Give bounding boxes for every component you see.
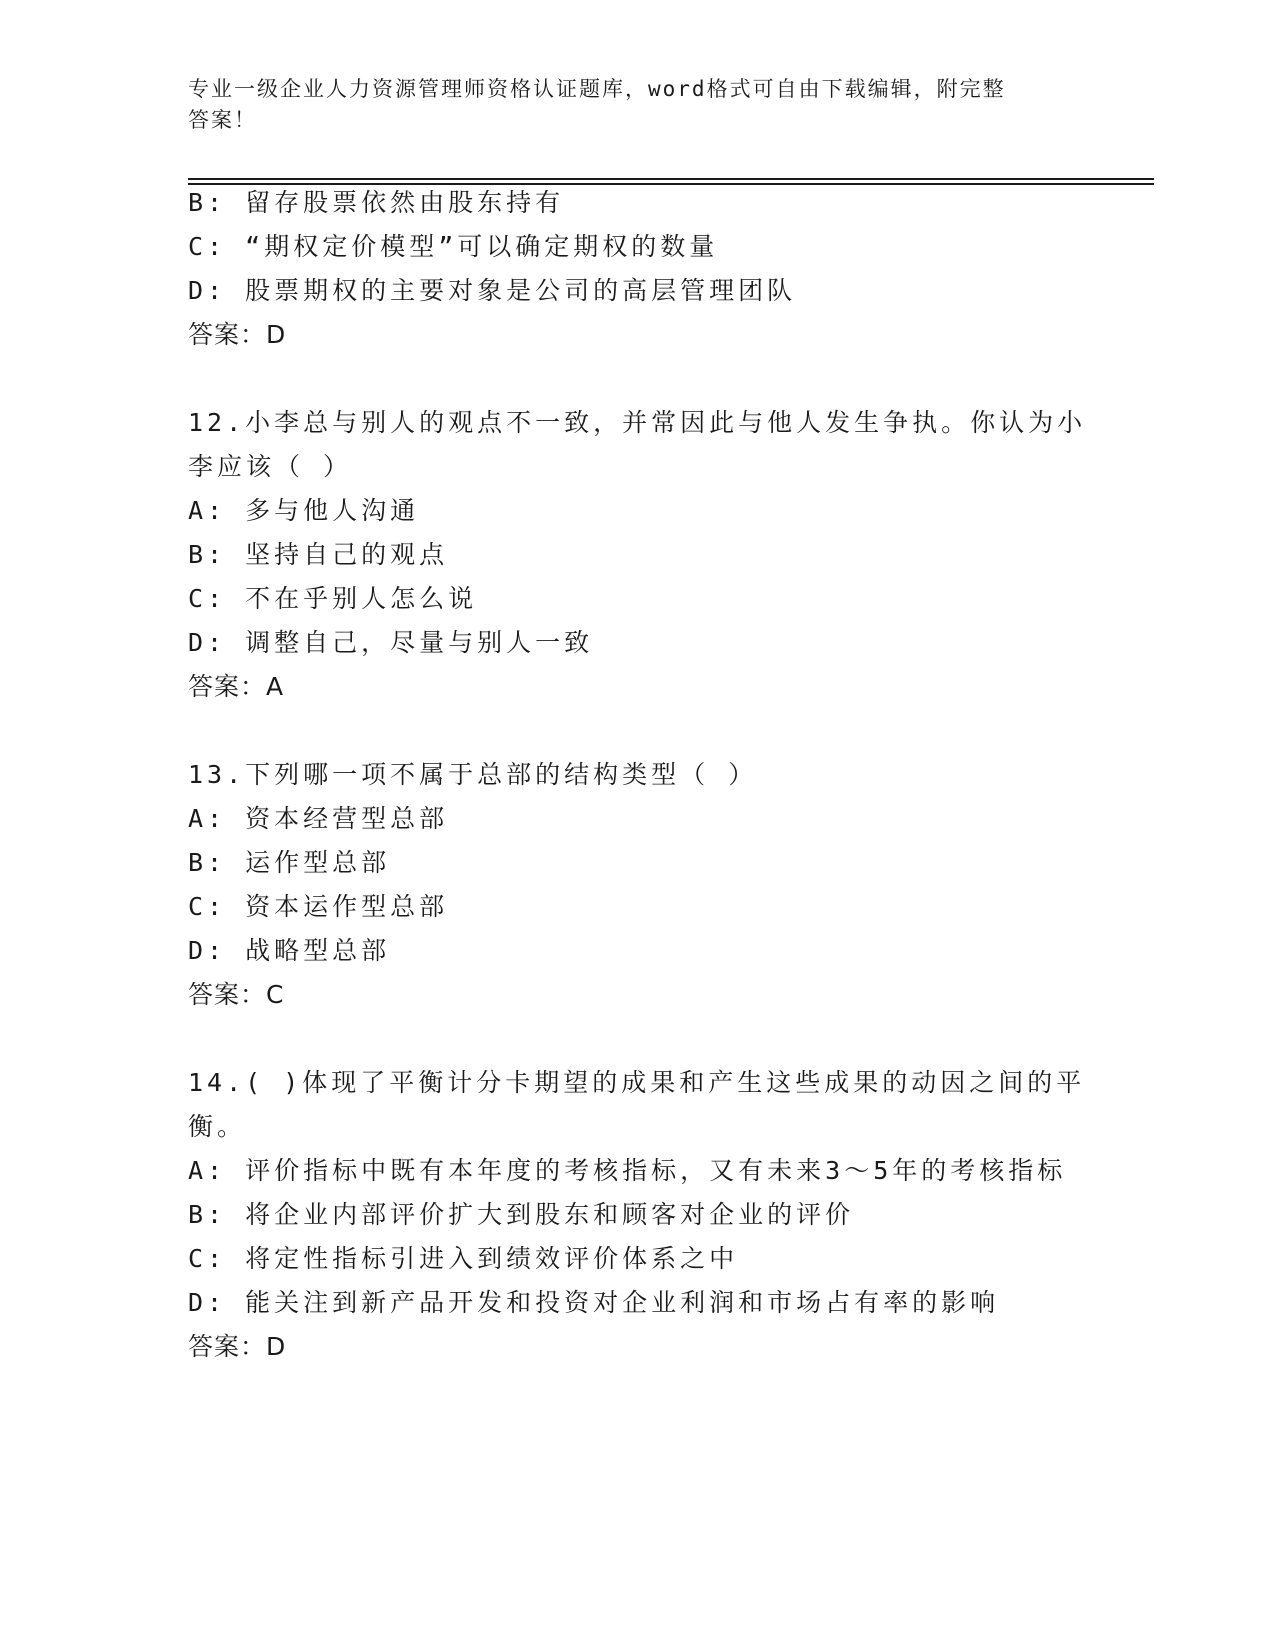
option-b: B: 将企业内部评价扩大到股东和顾客对企业的评价: [188, 1200, 855, 1229]
option-b: B: 留存股票依然由股东持有: [188, 188, 565, 217]
answer: 答案：A: [188, 672, 285, 701]
option-c: C: 资本运作型总部: [188, 892, 449, 921]
question-stem: 13.下列哪一项不属于总部的结构类型（ ）: [188, 760, 758, 789]
option-d: D: 调整自己，尽量与别人一致: [188, 628, 594, 657]
answer: 答案：D: [188, 320, 287, 349]
option-d: D: 能关注到新产品开发和投资对企业利润和市场占有率的影响: [188, 1288, 1000, 1317]
answer: 答案：C: [188, 980, 285, 1009]
option-b: B: 坚持自己的观点: [188, 540, 449, 569]
header-divider-top: [188, 178, 1154, 180]
option-a: A: 评价指标中既有本年度的考核指标，又有未来3～5年的考核指标: [188, 1156, 1067, 1185]
option-c: C: 不在乎别人怎么说: [188, 584, 478, 613]
question-stem: 14.( )体现了平衡计分卡期望的成果和产生这些成果的动因之间的平: [188, 1068, 1086, 1097]
header-line-1: 专业一级企业人力资源管理师资格认证题库，word格式可自由下载编辑，附完整: [188, 77, 1006, 101]
question-stem-continued: 李应该（ ）: [188, 452, 353, 481]
option-c: C: “期权定价模型”可以确定期权的数量: [188, 232, 719, 261]
header-line-2: 答案！: [188, 108, 257, 132]
option-a: A: 多与他人沟通: [188, 496, 420, 525]
question-stem: 12.小李总与别人的观点不一致，并常因此与他人发生争执。你认为小: [188, 408, 1087, 437]
answer: 答案：D: [188, 1332, 287, 1361]
header-text: [188, 74, 1068, 136]
option-c: C: 将定性指标引进入到绩效评价体系之中: [188, 1244, 739, 1273]
option-a: A: 资本经营型总部: [188, 804, 449, 833]
option-d: D: 股票期权的主要对象是公司的高层管理团队: [188, 276, 797, 305]
question-stem-continued: 衡。: [188, 1112, 247, 1141]
option-b: B: 运作型总部: [188, 848, 391, 877]
header-divider-bottom: [188, 183, 1154, 185]
option-d: D: 战略型总部: [188, 936, 391, 965]
